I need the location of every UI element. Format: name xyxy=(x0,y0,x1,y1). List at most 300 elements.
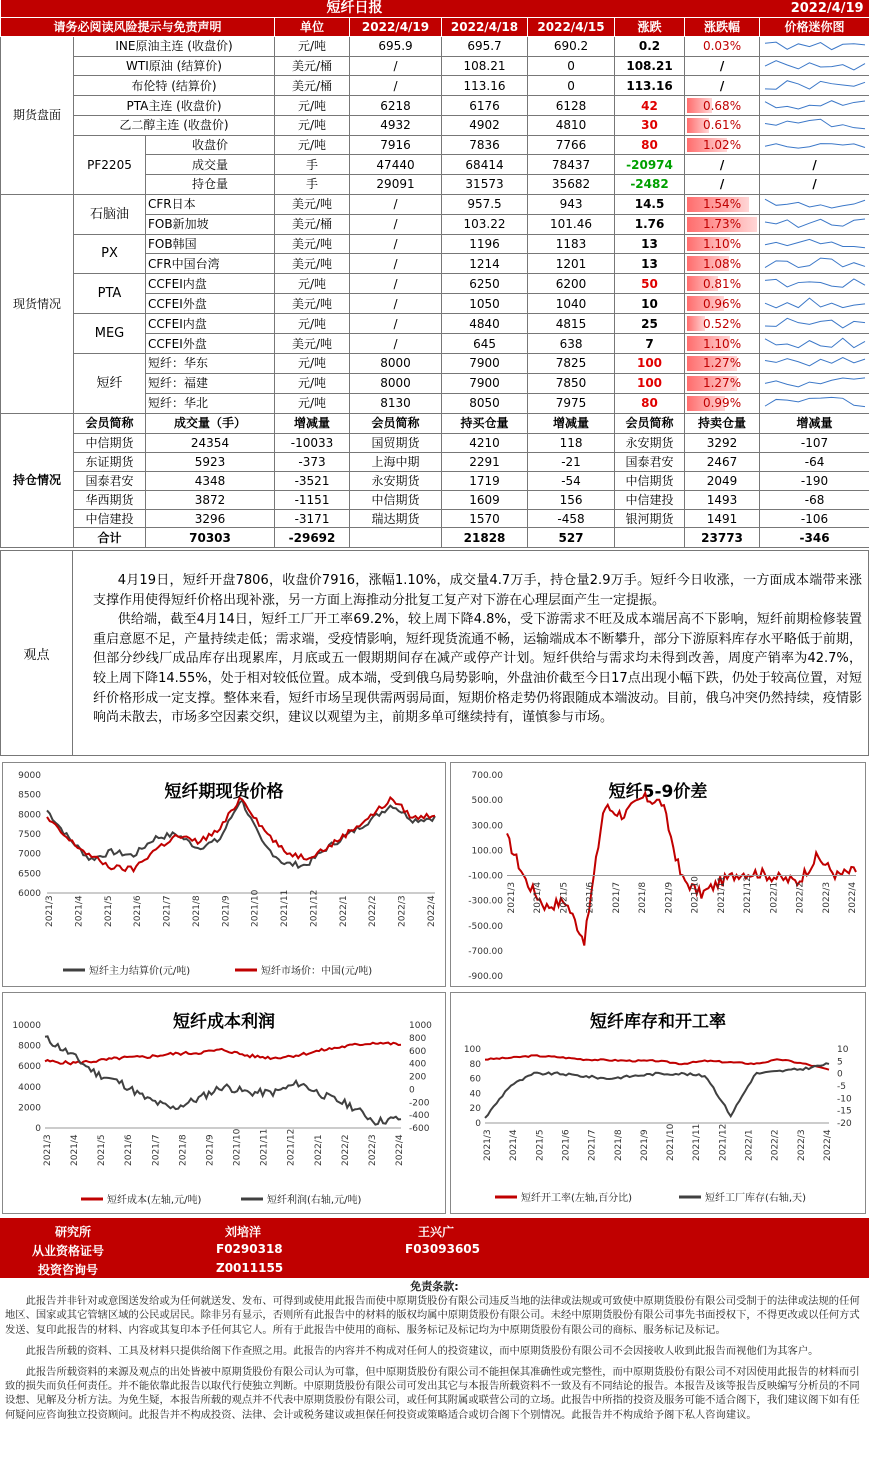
x-tick-label: 2022/4 xyxy=(823,1129,833,1161)
pct-value: 0.61% xyxy=(702,118,742,133)
change-cell: 42 xyxy=(615,96,685,116)
value-cell: 113.16 xyxy=(442,76,528,96)
legend-label: 短纤利润(右轴,元/吨) xyxy=(267,1195,362,1206)
spot-name: 短纤：福建 xyxy=(146,373,275,393)
observation-label: 观点 xyxy=(0,550,73,756)
mini-cell xyxy=(760,115,869,135)
pos-head-chg: 增减量 xyxy=(760,413,869,433)
x-tick-label: 2021/11 xyxy=(280,889,291,927)
value-cell: -373 xyxy=(275,452,350,471)
y-tick-label-right: -600 xyxy=(409,1124,430,1134)
value-cell: 957.5 xyxy=(442,194,528,214)
x-tick-label: 2021/7 xyxy=(151,1134,162,1166)
member-cell: 瑞达期货 xyxy=(350,509,442,528)
mini-cell xyxy=(760,254,869,274)
col-d2: 2022/4/18 xyxy=(442,17,528,36)
mini-cell xyxy=(760,96,869,116)
pos-head-m: 会员简称 xyxy=(350,413,442,433)
value-cell: 1570 xyxy=(442,509,528,528)
value-cell: 47440 xyxy=(350,155,442,175)
value-cell: 645 xyxy=(442,334,528,354)
y-tick-label: 8000 xyxy=(18,1041,41,1052)
y-tick-label-right: 5 xyxy=(837,1057,843,1068)
pos-head-chg: 增减量 xyxy=(528,413,615,433)
value-cell: 7900 xyxy=(442,373,528,393)
total-label: 合计 xyxy=(74,528,146,548)
unit-cell: 美元/吨 xyxy=(275,254,350,274)
y-tick-label-right: -400 xyxy=(409,1111,430,1122)
chart-spread-title: 短纤5-9价差 xyxy=(608,782,708,802)
value-cell: 6128 xyxy=(528,96,615,116)
x-tick-label: 2021/5 xyxy=(535,1129,546,1161)
unit-cell: 元/吨 xyxy=(275,353,350,373)
x-tick-label: 2021/11 xyxy=(716,876,727,914)
x-tick-label: 2021/8 xyxy=(613,1129,624,1161)
sparkline xyxy=(762,116,868,132)
pct-cell xyxy=(685,353,760,373)
chart-spread xyxy=(450,762,866,987)
futures-name: WTI原油 (结算价) xyxy=(74,56,275,76)
x-tick-label: 2021/5 xyxy=(559,881,570,914)
chart-cost-profit xyxy=(2,992,446,1214)
member-cell: 国贸期货 xyxy=(350,434,442,453)
x-tick-label: 2021/12 xyxy=(286,1128,297,1166)
value-cell: 101.46 xyxy=(528,214,615,234)
y-tick-label: 300.00 xyxy=(471,821,503,832)
footer-credentials xyxy=(0,1218,869,1278)
unit-cell: 手 xyxy=(275,175,350,195)
disclaimer-link[interactable]: 请务必阅读风险提示与免责声明 xyxy=(1,17,275,36)
x-tick-label: 2021/6 xyxy=(585,881,596,914)
value-cell: 1050 xyxy=(442,294,528,314)
x-tick-label: 2021/4 xyxy=(70,1134,81,1166)
pct-value: 0.96% xyxy=(702,296,742,311)
sparkline xyxy=(762,37,868,53)
value-cell: 2291 xyxy=(442,452,528,471)
x-tick-label: 2021/7 xyxy=(587,1129,598,1161)
value-cell: 4348 xyxy=(146,471,275,490)
series-line-0 xyxy=(45,1043,401,1065)
x-tick-label: 2021/3 xyxy=(45,895,55,927)
value-cell: 0 xyxy=(528,56,615,76)
x-tick-label: 2021/6 xyxy=(133,895,144,927)
y-tick-label-right: -200 xyxy=(409,1098,430,1109)
pct-cell xyxy=(685,115,760,135)
mini-cell xyxy=(760,334,869,354)
spot-name: CFR中国台湾 xyxy=(146,254,275,274)
y-tick-label: 700.00 xyxy=(471,771,503,781)
pct-cell xyxy=(685,214,760,234)
x-tick-label: 2022/1 xyxy=(769,881,780,914)
value-cell: -3171 xyxy=(275,509,350,528)
value-cell: 31573 xyxy=(442,175,528,195)
sparkline xyxy=(762,77,868,93)
footer-r2: 从业资格证号 xyxy=(32,1244,105,1258)
x-tick-label: 2021/3 xyxy=(483,1129,493,1161)
disclaimer-title: 免责条款: xyxy=(410,1280,459,1293)
pos-head-long: 持买仓量 xyxy=(442,413,528,433)
value-cell: 1196 xyxy=(442,234,528,254)
pct-cell xyxy=(685,37,760,57)
x-tick-label: 2021/6 xyxy=(561,1129,572,1161)
y-tick-label-right: 0 xyxy=(409,1085,415,1096)
value-cell: 690.2 xyxy=(528,37,615,57)
x-tick-label: 2021/3 xyxy=(43,1134,53,1166)
x-tick-label: 2021/9 xyxy=(639,1129,650,1161)
value-cell: 6250 xyxy=(442,274,528,294)
value-cell: -1151 xyxy=(275,490,350,509)
chart-inventory-title: 短纤库存和开工率 xyxy=(590,1012,726,1032)
value-cell: 4902 xyxy=(442,115,528,135)
y-tick-label-right: 400 xyxy=(409,1059,427,1070)
mini-cell xyxy=(760,353,869,373)
sparkline xyxy=(762,275,868,291)
unit-cell: 元/吨 xyxy=(275,314,350,334)
y-tick-label: 20 xyxy=(469,1104,481,1115)
value-cell: 1609 xyxy=(442,490,528,509)
total-short: 23773 xyxy=(685,528,760,548)
value-cell: 7850 xyxy=(528,373,615,393)
spot-name: FOB新加坡 xyxy=(146,214,275,234)
value-cell: 7825 xyxy=(528,353,615,373)
mini-cell xyxy=(760,294,869,314)
spot-name: 短纤：华北 xyxy=(146,393,275,413)
futures-name: 持仓量 xyxy=(146,175,275,195)
pct-cell: / xyxy=(685,56,760,76)
x-tick-label: 2021/7 xyxy=(611,881,622,914)
x-tick-label: 2022/1 xyxy=(313,1134,324,1166)
x-tick-label: 2022/4 xyxy=(427,895,437,927)
change-cell: 1.76 xyxy=(615,214,685,234)
mini-cell xyxy=(760,135,869,155)
spot-group: 石脑油 xyxy=(74,194,146,234)
x-tick-label: 2022/2 xyxy=(340,1134,351,1166)
unit-cell: 美元/吨 xyxy=(275,294,350,314)
member-cell: 永安期货 xyxy=(615,434,685,453)
chart-price xyxy=(2,762,446,987)
x-tick-label: 2021/11 xyxy=(692,1123,703,1161)
member-cell: 东证期货 xyxy=(74,452,146,471)
pos-head-m: 会员简称 xyxy=(74,413,146,433)
mini-cell xyxy=(760,274,869,294)
y-tick-label-right: 800 xyxy=(409,1033,427,1044)
value-cell: 7916 xyxy=(350,135,442,155)
sparkline xyxy=(762,136,868,152)
x-tick-label: 2021/8 xyxy=(191,895,202,927)
title-spacer xyxy=(442,0,685,17)
value-cell: 3872 xyxy=(146,490,275,509)
y-tick-label: 9000 xyxy=(18,771,41,781)
futures-name: 布伦特 (结算价) xyxy=(74,76,275,96)
member-cell: 中信建投 xyxy=(615,490,685,509)
member-cell: 国泰君安 xyxy=(74,471,146,490)
series-line-1 xyxy=(485,1063,829,1118)
x-tick-label: 2021/8 xyxy=(638,881,649,914)
value-cell: 8000 xyxy=(350,373,442,393)
y-tick-label: 500.00 xyxy=(471,796,503,807)
y-tick-label: 80 xyxy=(469,1059,481,1070)
unit-cell: 元/吨 xyxy=(275,115,350,135)
value-cell: 68414 xyxy=(442,155,528,175)
unit-cell: 元/吨 xyxy=(275,373,350,393)
x-tick-label: 2022/2 xyxy=(368,895,379,927)
x-tick-label: 2021/3 xyxy=(507,881,517,914)
section-position: 持仓情况 xyxy=(1,413,74,547)
change-cell: 50 xyxy=(615,274,685,294)
value-cell: 7766 xyxy=(528,135,615,155)
x-tick-label: 2021/4 xyxy=(74,895,85,927)
spot-group: MEG xyxy=(74,314,146,354)
y-tick-label: 8500 xyxy=(18,790,41,801)
value-cell: 638 xyxy=(528,334,615,354)
y-tick-label-right: -10 xyxy=(837,1094,852,1105)
y-tick-label: 2000 xyxy=(18,1103,41,1114)
member-cell: 上海中期 xyxy=(350,452,442,471)
footer-r3: 投资咨询号 xyxy=(38,1263,99,1277)
x-tick-label: 2021/11 xyxy=(259,1128,270,1166)
mini-cell xyxy=(760,56,869,76)
spot-name: CCFEI内盘 xyxy=(146,314,275,334)
value-cell: 6176 xyxy=(442,96,528,116)
value-cell: / xyxy=(350,56,442,76)
y-tick-label-right: 600 xyxy=(409,1046,427,1057)
pct-cell: / xyxy=(685,76,760,96)
y-tick-label: 6500 xyxy=(18,869,41,880)
value-cell: 695.7 xyxy=(442,37,528,57)
value-cell: / xyxy=(350,234,442,254)
pos-head-chg: 增减量 xyxy=(275,413,350,433)
sparkline xyxy=(762,374,868,390)
col-mini: 价格迷你图 xyxy=(760,17,869,36)
y-tick-label-right: 0 xyxy=(837,1069,843,1080)
pct-value: 1.10% xyxy=(702,336,742,351)
value-cell: / xyxy=(350,274,442,294)
spot-name: CCFEI外盘 xyxy=(146,334,275,354)
chart-price-title: 短纤期现货价格 xyxy=(164,782,284,802)
x-tick-label: 2022/4 xyxy=(848,881,858,914)
report-date: 2022/4/19 xyxy=(685,0,869,17)
col-d1: 2022/4/19 xyxy=(350,17,442,36)
y-tick-label: 6000 xyxy=(18,889,41,899)
value-cell: -3521 xyxy=(275,471,350,490)
y-tick-label: 100 xyxy=(463,1045,481,1055)
pct-value: 0.52% xyxy=(702,316,742,331)
pos-head-m: 会员简称 xyxy=(615,413,685,433)
change-cell: 80 xyxy=(615,135,685,155)
value-cell: / xyxy=(350,294,442,314)
change-cell: 0.2 xyxy=(615,37,685,57)
futures-name: 成交量 xyxy=(146,155,275,175)
futures-name: 收盘价 xyxy=(146,135,275,155)
spot-name: CFR日本 xyxy=(146,194,275,214)
report-title: 短纤日报 xyxy=(275,0,442,17)
change-cell: 100 xyxy=(615,353,685,373)
unit-cell: 元/吨 xyxy=(275,393,350,413)
spot-group: PX xyxy=(74,234,146,274)
x-tick-label: 2021/12 xyxy=(718,1123,729,1161)
sparkline xyxy=(762,255,868,271)
value-cell: 1040 xyxy=(528,294,615,314)
pct-cell xyxy=(685,135,760,155)
series-line-0 xyxy=(485,1055,829,1069)
change-cell: 10 xyxy=(615,294,685,314)
y-tick-label: 10000 xyxy=(12,1021,41,1031)
sparkline xyxy=(762,235,868,251)
value-cell: 3292 xyxy=(685,434,760,453)
y-tick-label-right: -20 xyxy=(837,1119,852,1129)
value-cell: 29091 xyxy=(350,175,442,195)
sparkline xyxy=(762,195,868,211)
value-cell: 4815 xyxy=(528,314,615,334)
change-cell: 100 xyxy=(615,373,685,393)
change-cell: 13 xyxy=(615,254,685,274)
value-cell: 103.22 xyxy=(442,214,528,234)
title-spacer xyxy=(1,0,275,17)
pct-value: 0.68% xyxy=(702,98,742,113)
blank-cell xyxy=(615,528,685,548)
sparkline xyxy=(762,354,868,370)
mini-cell xyxy=(760,234,869,254)
col-d3: 2022/4/15 xyxy=(528,17,615,36)
change-cell: 80 xyxy=(615,393,685,413)
observation-para-1: 4月19日，短纤开盘7806，收盘价7916，涨幅1.10%，成交量4.7万手，持仓量2.9万手。短纤今日收涨，一方面成本端带来涨支撑作用使得短纤价格出现补涨，另一方面上海推动分批复工复产对下游在心理层面产生一定提振。 xyxy=(93,573,862,608)
value-cell: 3296 xyxy=(146,509,275,528)
y-tick-label: 0 xyxy=(35,1124,41,1134)
sparkline xyxy=(762,215,868,231)
col-unit: 单位 xyxy=(275,17,350,36)
unit-cell: 美元/吨 xyxy=(275,194,350,214)
value-cell: 1493 xyxy=(685,490,760,509)
x-tick-label: 2021/10 xyxy=(232,1128,243,1166)
unit-cell: 元/吨 xyxy=(275,37,350,57)
value-cell: / xyxy=(350,314,442,334)
mini-cell xyxy=(760,37,869,57)
x-tick-label: 2022/3 xyxy=(796,1129,807,1161)
unit-cell: 元/吨 xyxy=(275,135,350,155)
unit-cell: 美元/桶 xyxy=(275,56,350,76)
change-cell: -2482 xyxy=(615,175,685,195)
value-cell: -190 xyxy=(760,471,869,490)
x-tick-label: 2021/9 xyxy=(205,1134,216,1166)
pct-cell xyxy=(685,314,760,334)
pos-head-short: 持卖仓量 xyxy=(685,413,760,433)
change-cell: 108.21 xyxy=(615,56,685,76)
spot-name: FOB韩国 xyxy=(146,234,275,254)
value-cell: 1719 xyxy=(442,471,528,490)
change-cell: 13 xyxy=(615,234,685,254)
value-cell: / xyxy=(350,334,442,354)
mini-cell xyxy=(760,373,869,393)
value-cell: 7900 xyxy=(442,353,528,373)
y-tick-label: 4000 xyxy=(18,1082,41,1093)
x-tick-label: 2021/10 xyxy=(666,1123,677,1161)
pct-cell xyxy=(685,334,760,354)
mini-cell xyxy=(760,314,869,334)
mini-cell xyxy=(760,393,869,413)
y-tick-label-right: 1000 xyxy=(409,1021,432,1031)
y-tick-label: 0 xyxy=(475,1119,481,1129)
member-cell: 华西期货 xyxy=(74,490,146,509)
disclaimer-p2: 此报告所载的资料、工具及材料只提供给阁下作查照之用。此报告的内容并不构成对任何人的投资建议，而中原期货股份有限公司不会因接收人收到此报告而视他们为其客户。 xyxy=(25,1344,819,1357)
unit-cell: 元/吨 xyxy=(275,96,350,116)
y-tick-label: 7000 xyxy=(18,849,41,860)
value-cell: 35682 xyxy=(528,175,615,195)
futures-name: PTA主连 (收盘价) xyxy=(74,96,275,116)
value-cell: -68 xyxy=(760,490,869,509)
member-cell: 银河期货 xyxy=(615,509,685,528)
section-futures: 期货盘面 xyxy=(1,37,74,195)
unit-cell: 美元/桶 xyxy=(275,76,350,96)
pct-value: 0.81% xyxy=(702,276,742,291)
col-chg: 涨跌 xyxy=(615,17,685,36)
x-tick-label: 2022/2 xyxy=(770,1129,781,1161)
pct-cell xyxy=(685,234,760,254)
pct-cell xyxy=(685,96,760,116)
x-tick-label: 2021/12 xyxy=(309,889,320,927)
spot-name: CCFEI外盘 xyxy=(146,294,275,314)
x-tick-label: 2021/8 xyxy=(178,1134,189,1166)
sparkline xyxy=(762,295,868,311)
change-cell: 14.5 xyxy=(615,194,685,214)
x-tick-label: 2021/10 xyxy=(690,876,701,914)
y-tick-label-right: 10 xyxy=(837,1045,849,1055)
pct-cell xyxy=(685,294,760,314)
value-cell: -54 xyxy=(528,471,615,490)
pct-value: 1.54% xyxy=(702,197,742,212)
value-cell: 4810 xyxy=(528,115,615,135)
futures-name: INE原油主连 (收盘价) xyxy=(74,37,275,57)
mini-cell: / xyxy=(760,155,869,175)
value-cell: 7836 xyxy=(442,135,528,155)
value-cell: 8050 xyxy=(442,393,528,413)
blank-cell xyxy=(350,528,442,548)
value-cell: 1491 xyxy=(685,509,760,528)
y-tick-label: 60 xyxy=(469,1074,481,1085)
section-spot: 现货情况 xyxy=(1,194,74,413)
sparkline xyxy=(762,394,868,410)
y-tick-label-right: -15 xyxy=(837,1106,852,1117)
y-tick-label-right: -5 xyxy=(837,1082,846,1092)
disclaimer-p3: 此报告所载资料的来源及观点的出处皆被中原期货股份有限公司认为可靠，但中原期货股份有限公司不能担保其准确性或完整性，而中原期货股份有限公司不对因使用此报告的材料而引致的损失而负任何责任。并不能依靠此报告以取代行使独立判断。中原期货股份有限公司可发出其它与本报告所载资料不一致及有不同结论的报告。本报告及该等报告反映编写分析员的不同设想、见解及分析方法。为免生疑，本报告所载的观点并不代表中原期货股份有限公司，或任何其附属或联营公司的立场。此报告中所指的投资及服务可能不适合阁下，我们建议阁下如有任何疑问应咨询独立投资顾问。此报告并不构成投资、法律、会计或税务建议或担保任何投资或策略适合或切合阁下个别情况。此报告并不构成给予阁下私人咨询建议。 xyxy=(5,1366,860,1421)
unit-cell: 美元/桶 xyxy=(275,214,350,234)
value-cell: 7975 xyxy=(528,393,615,413)
series-line-0 xyxy=(507,793,856,946)
total-long: 21828 xyxy=(442,528,528,548)
futures-name: 乙二醇主连 (收盘价) xyxy=(74,115,275,135)
x-tick-label: 2021/5 xyxy=(97,1134,108,1166)
pct-cell xyxy=(685,254,760,274)
x-tick-label: 2021/9 xyxy=(221,895,232,927)
pct-value: 1.08% xyxy=(702,256,742,271)
value-cell: 4932 xyxy=(350,115,442,135)
disclaimer-p1: 此报告并非针对或意图送发给或为任何就送发、发布、可得到或使用此报告而使中原期货股份有限公司违反当地的法律或法规或可致使中原期货股份有限公司受制于的法律或法规的任何地区、国家或其它管辖区域的公民或居民。除非另有显示，否则所有此报告中的材料的版权均属中原期货股份有限公司。未经中原期货股份有限公司事先书面授权下，不得更改或以任何方式发送、复印此报告的材料、内容或其复印本予任何其它人。所有于此报告中使用的商标、服务标记及标记均为中原期货股份有限公司的商标、服务标记及标记。 xyxy=(5,1295,860,1336)
value-cell: / xyxy=(350,76,442,96)
value-cell: 8130 xyxy=(350,393,442,413)
x-tick-label: 2021/7 xyxy=(162,895,173,927)
value-cell: -64 xyxy=(760,452,869,471)
pct-cell xyxy=(685,393,760,413)
value-cell: 5923 xyxy=(146,452,275,471)
mini-cell xyxy=(760,214,869,234)
value-cell: 2049 xyxy=(685,471,760,490)
total-c3: -346 xyxy=(760,528,869,548)
daily-table xyxy=(0,0,869,548)
legend-label: 短纤工厂库存(右轴,天) xyxy=(705,1193,806,1204)
pos-head-vol: 成交量（手） xyxy=(146,413,275,433)
x-tick-label: 2021/12 xyxy=(743,876,754,914)
change-cell: 7 xyxy=(615,334,685,354)
y-tick-label: -500.00 xyxy=(468,921,503,932)
